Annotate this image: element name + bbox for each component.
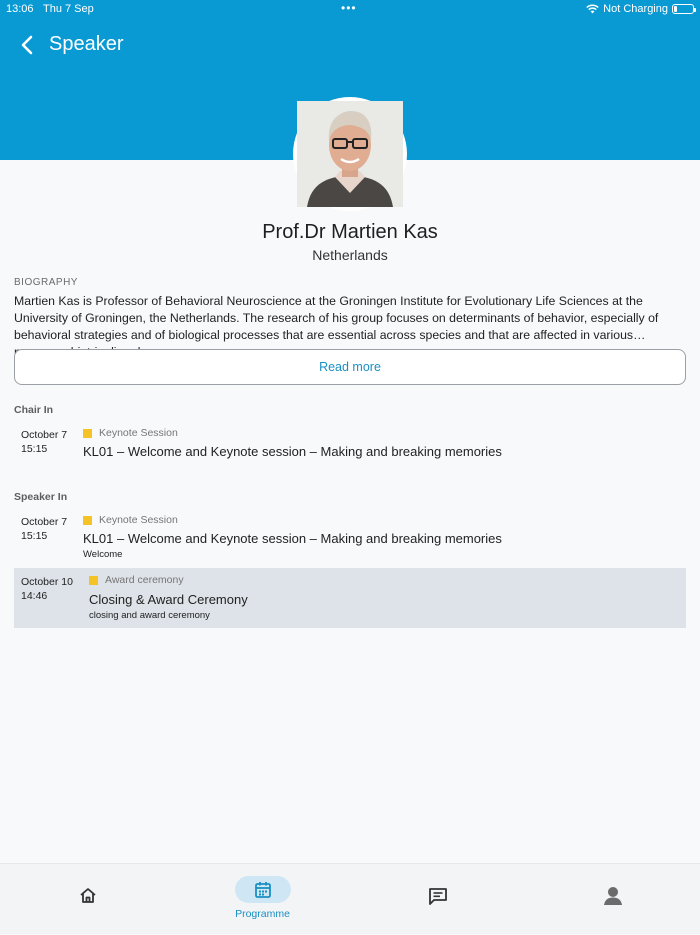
chevron-left-icon xyxy=(21,35,33,55)
read-more-button[interactable]: Read more xyxy=(14,349,686,385)
session-time: 15:15 xyxy=(21,443,48,455)
session-type xyxy=(83,427,178,439)
biography-text: Martien Kas is Professor of Behavioral Neuroscience at the Groningen Institute for Evolutionary Life Sciences at the University of Groningen, the Netherlands. The research of his group focuses on determinants of behavior, especially of behavioral strategies and of biological processes that are essential across species and that are affected in various xyxy=(14,294,659,342)
battery-icon xyxy=(672,4,694,14)
nav-messages[interactable] xyxy=(350,864,525,935)
biography-label: BIOGRAPHY xyxy=(14,277,78,288)
speaker-name: Prof.Dr Martien Kas xyxy=(262,221,438,243)
session-row[interactable] xyxy=(14,421,686,469)
session-type-marker xyxy=(83,516,92,525)
back-button[interactable] xyxy=(14,32,40,58)
session-time: 15:15 xyxy=(21,530,48,542)
session-type-label: Award ceremony xyxy=(105,574,184,586)
speaker-country: Netherlands xyxy=(312,247,388,263)
nav-programme[interactable] xyxy=(175,864,350,935)
session-date-block xyxy=(21,575,73,603)
nav-home[interactable] xyxy=(0,864,175,935)
profile-icon xyxy=(602,884,624,906)
session-subtitle: closing and award ceremony xyxy=(89,610,210,621)
session-type-marker xyxy=(83,429,92,438)
chair-in-label: Chair In xyxy=(14,404,54,416)
session-type-label: Keynote Session xyxy=(99,514,178,526)
speaker-photo xyxy=(297,101,403,207)
status-date: Thu 7 Sep xyxy=(43,3,94,15)
session-date: October 7 xyxy=(21,516,68,528)
session-row[interactable] xyxy=(14,508,686,566)
session-type xyxy=(89,574,184,586)
speaker-avatar xyxy=(293,97,407,211)
nav-programme-label: Programme xyxy=(235,908,290,920)
status-right xyxy=(586,3,694,15)
page-title: Speaker xyxy=(49,33,124,55)
session-subtitle: Welcome xyxy=(83,549,123,560)
speaker-in-label: Speaker In xyxy=(14,491,68,503)
session-type-label: Keynote Session xyxy=(99,427,178,439)
session-type-marker xyxy=(89,576,98,585)
session-title: Closing & Award Ceremony xyxy=(89,592,248,607)
multitask-dots-icon[interactable]: ••• xyxy=(341,1,357,15)
status-bar xyxy=(0,0,700,20)
charging-status: Not Charging xyxy=(603,3,668,15)
session-date-block xyxy=(21,428,67,456)
bottom-nav xyxy=(0,863,700,934)
session-title: KL01 – Welcome and Keynote session – Making and breaking memories xyxy=(83,531,502,546)
session-date-block xyxy=(21,515,67,543)
wifi-icon xyxy=(586,4,599,14)
home-icon xyxy=(79,887,97,904)
session-row[interactable] xyxy=(14,568,686,628)
status-time: 13:06 xyxy=(6,3,34,15)
calendar-icon xyxy=(254,881,272,899)
session-date: October 10 xyxy=(21,576,73,588)
chat-icon xyxy=(428,887,448,905)
nav-profile[interactable] xyxy=(525,864,700,935)
session-time: 14:46 xyxy=(21,590,48,602)
session-title: KL01 – Welcome and Keynote session – Making and breaking memories xyxy=(83,444,502,459)
session-date: October 7 xyxy=(21,429,68,441)
session-type xyxy=(83,514,178,526)
